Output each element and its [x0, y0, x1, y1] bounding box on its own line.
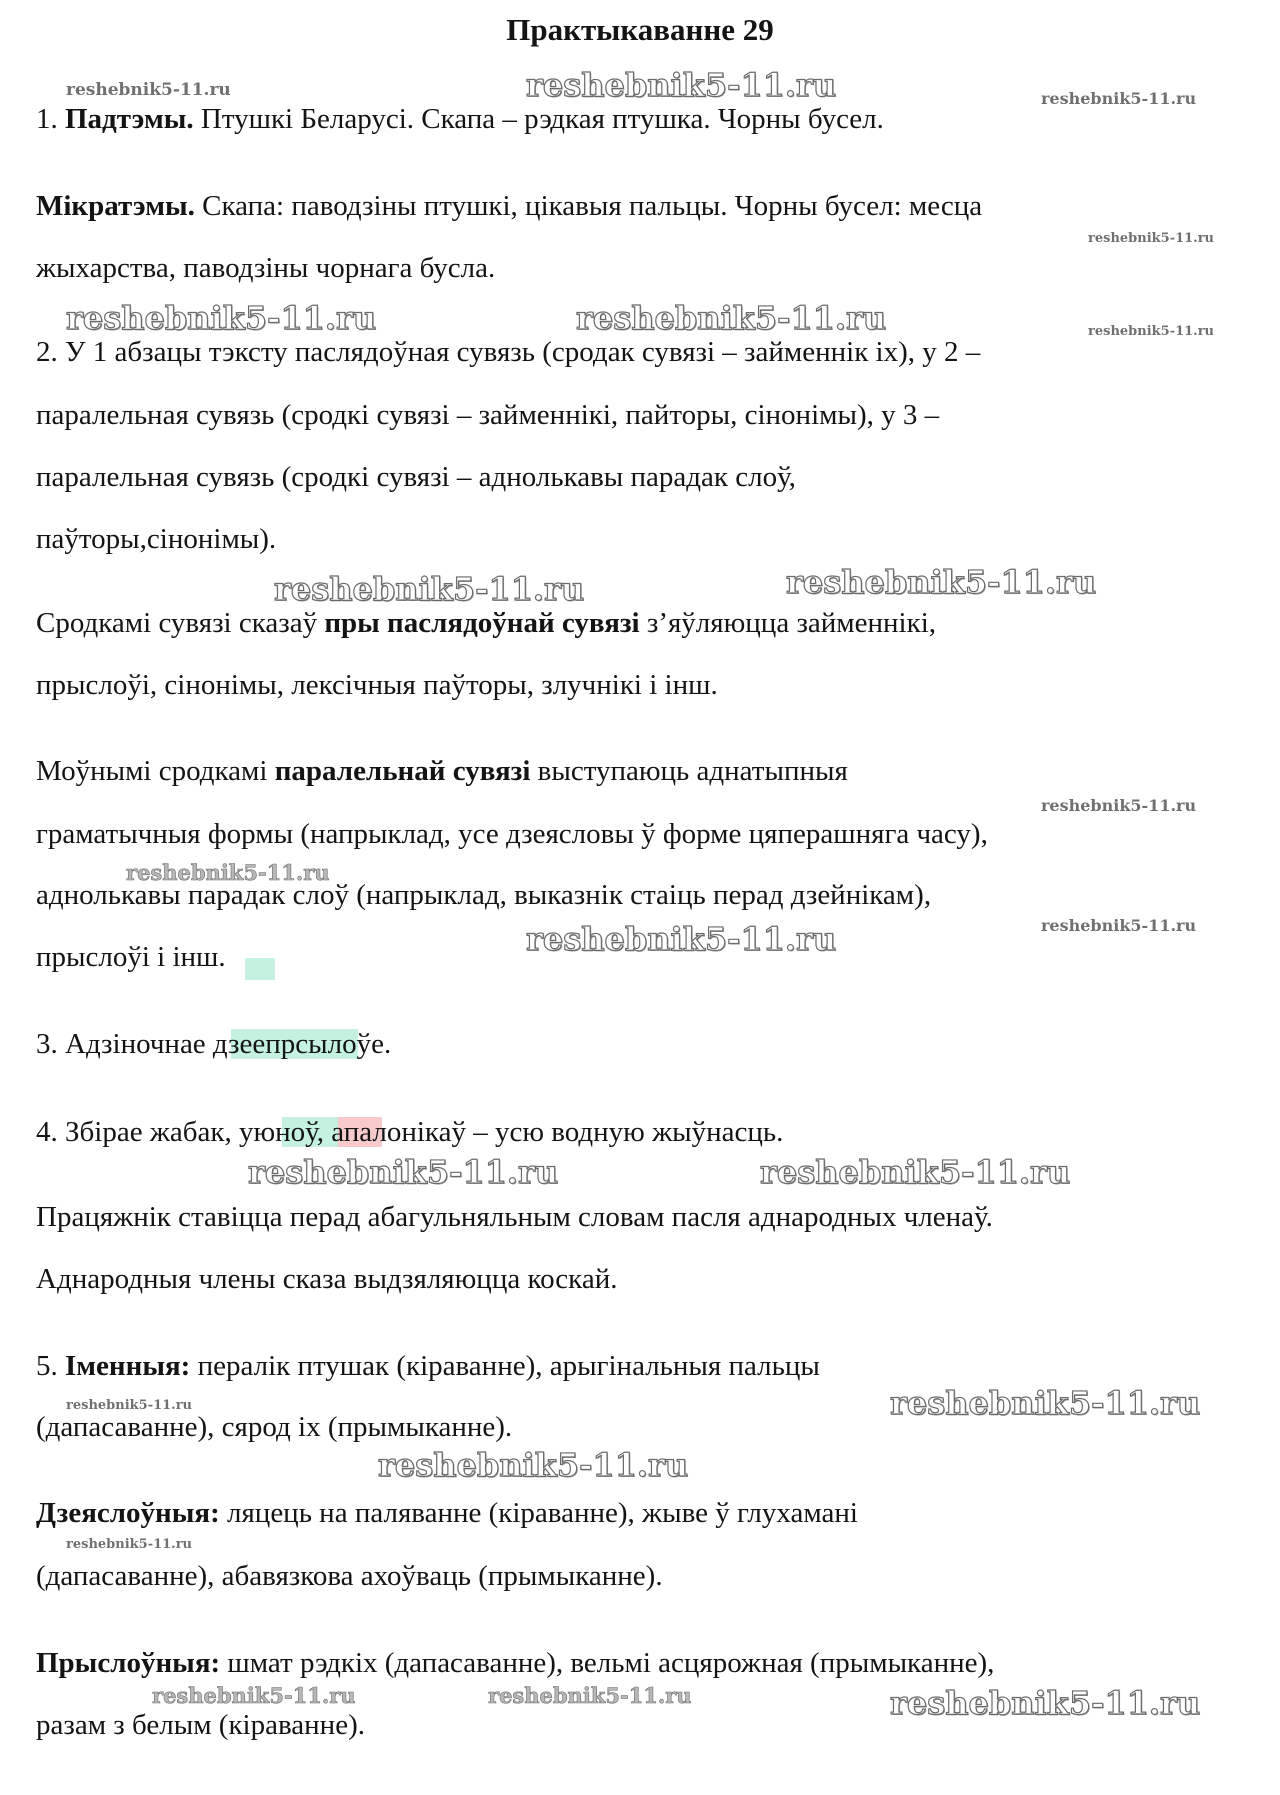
- text-run: ляцець на паляванне (кіраванне), жыве ў глухамані: [219, 1497, 858, 1529]
- watermark: reshebnik5-11.ru: [760, 1153, 1071, 1191]
- text-line: [36, 1350, 820, 1383]
- watermark: reshebnik5-11.ru: [66, 1537, 193, 1552]
- text-line: [36, 1560, 663, 1593]
- text-line: [36, 1411, 512, 1444]
- watermark: reshebnik5-11.ru: [890, 1684, 1201, 1722]
- text-run: 4. Збірае жабак, уюноў, апалонікаў – усю водную жыўнасць.: [36, 1116, 784, 1148]
- text-run: з’яўляюцца займеннікі,: [639, 607, 937, 639]
- text-line: [36, 1263, 617, 1296]
- watermark: reshebnik5-11.ru: [576, 299, 887, 337]
- text-run: 5.: [36, 1350, 65, 1382]
- text-line: [36, 399, 939, 432]
- text-line: [36, 755, 848, 788]
- text-run: (дапасаванне), абавязкова ахоўваць (прымыканне).: [36, 1560, 663, 1592]
- text-line: [36, 1028, 391, 1061]
- text-run: Працяжнік ставіцца перад абагульняльным словам пасля аднародных членаў.: [36, 1201, 993, 1233]
- text-run: выступаюць аднатыпныя: [530, 755, 848, 787]
- highlight-mark: [245, 958, 275, 980]
- text-run: прыслоўі і інш.: [36, 941, 226, 973]
- watermark: reshebnik5-11.ru: [1041, 89, 1197, 108]
- text-run: паўторы,сінонімы).: [36, 523, 277, 555]
- bold-term: пры паслядоўнай сувязі: [324, 607, 640, 639]
- watermark: reshebnik5-11.ru: [890, 1384, 1201, 1422]
- watermark: reshebnik5-11.ru: [66, 80, 231, 100]
- text-line: [36, 523, 276, 556]
- text-line: [36, 1116, 783, 1149]
- text-run: Скапа: паводзіны птушкі, цікавыя пальцы. Чорны бусел: месца: [194, 190, 983, 222]
- watermark: reshebnik5-11.ru: [66, 299, 377, 337]
- text-run: шмат рэдкіх (дапасаванне), вельмі асцярожная (прымыканне),: [220, 1647, 995, 1679]
- watermark: reshebnik5-11.ru: [1088, 231, 1215, 246]
- text-run: 1.: [36, 103, 65, 135]
- text-run: Птушкі Беларусі. Скапа – рэдкая птушка. Чорны бусел.: [193, 103, 884, 135]
- text-line: [36, 941, 226, 974]
- text-run: аднолькавы парадак слоў (напрыклад, выказнік стаіць перад дзейнікам),: [36, 879, 932, 911]
- watermark: reshebnik5-11.ru: [1041, 796, 1197, 815]
- bold-term: Дзеяслоўныя:: [36, 1497, 220, 1529]
- text-run: паралельная сувязь (сродкі сувязі – займеннікі, пайторы, сінонімы), у 3 –: [36, 399, 940, 431]
- watermark: reshebnik5-11.ru: [488, 1683, 692, 1708]
- page-title: Практыкаванне 29: [506, 12, 774, 47]
- text-run: Аднародныя члены сказа выдзяляюцца коскай.: [36, 1263, 618, 1295]
- text-line: [36, 336, 980, 369]
- text-line: [36, 818, 988, 851]
- text-run: пералік птушак (кіраванне), арыгінальныя пальцы: [190, 1350, 820, 1382]
- text-line: [36, 252, 495, 285]
- watermark: reshebnik5-11.ru: [526, 920, 837, 958]
- text-run: 2. У 1 абзацы тэксту паслядоўная сувязь (сродак сувязі – займеннік іх), у 2 –: [36, 336, 981, 368]
- bold-term: Іменныя:: [65, 1350, 191, 1382]
- text-line: [36, 1201, 993, 1234]
- watermark: reshebnik5-11.ru: [66, 1398, 193, 1413]
- text-line: [36, 1709, 365, 1742]
- watermark: reshebnik5-11.ru: [248, 1153, 559, 1191]
- bold-term: Падтэмы.: [65, 103, 194, 135]
- text-run: Моўнымі сродкамі: [36, 755, 275, 787]
- bold-term: Прыслоўныя:: [36, 1647, 221, 1679]
- text-line: [36, 607, 936, 640]
- text-run: (дапасаванне), сярод іх (прымыканне).: [36, 1411, 513, 1443]
- text-run: паралельная сувязь (сродкі сувязі – аднолькавы парадак слоў,: [36, 461, 796, 493]
- watermark: reshebnik5-11.ru: [1041, 916, 1197, 935]
- watermark: reshebnik5-11.ru: [1088, 324, 1215, 339]
- text-run: жыхарства, паводзіны чорнага бусла.: [36, 252, 496, 284]
- text-line: [36, 669, 718, 702]
- text-line: [36, 103, 884, 136]
- watermark: reshebnik5-11.ru: [126, 860, 330, 885]
- bold-term: Мікратэмы.: [36, 190, 195, 222]
- watermark: reshebnik5-11.ru: [152, 1683, 356, 1708]
- text-run: Сродкамі сувязі сказаў: [36, 607, 325, 639]
- text-line: [36, 1497, 858, 1530]
- bold-term: паралельнай сувязі: [274, 755, 531, 787]
- text-run: 3. Адзіночнае дзеепрсылоўе.: [36, 1028, 392, 1060]
- text-run: прыслоўі, сінонімы, лексічныя паўторы, злучнікі і інш.: [36, 669, 718, 701]
- watermark: reshebnik5-11.ru: [786, 563, 1097, 601]
- watermark: reshebnik5-11.ru: [526, 66, 837, 104]
- text-line: [36, 1647, 994, 1680]
- watermark: reshebnik5-11.ru: [378, 1446, 689, 1484]
- text-run: разам з белым (кіраванне).: [36, 1709, 365, 1741]
- text-line: [36, 461, 796, 494]
- watermark: reshebnik5-11.ru: [274, 570, 585, 608]
- text-line: [36, 190, 982, 223]
- text-run: граматычныя формы (напрыклад, усе дзеясловы ў форме цяперашняга часу),: [36, 818, 988, 850]
